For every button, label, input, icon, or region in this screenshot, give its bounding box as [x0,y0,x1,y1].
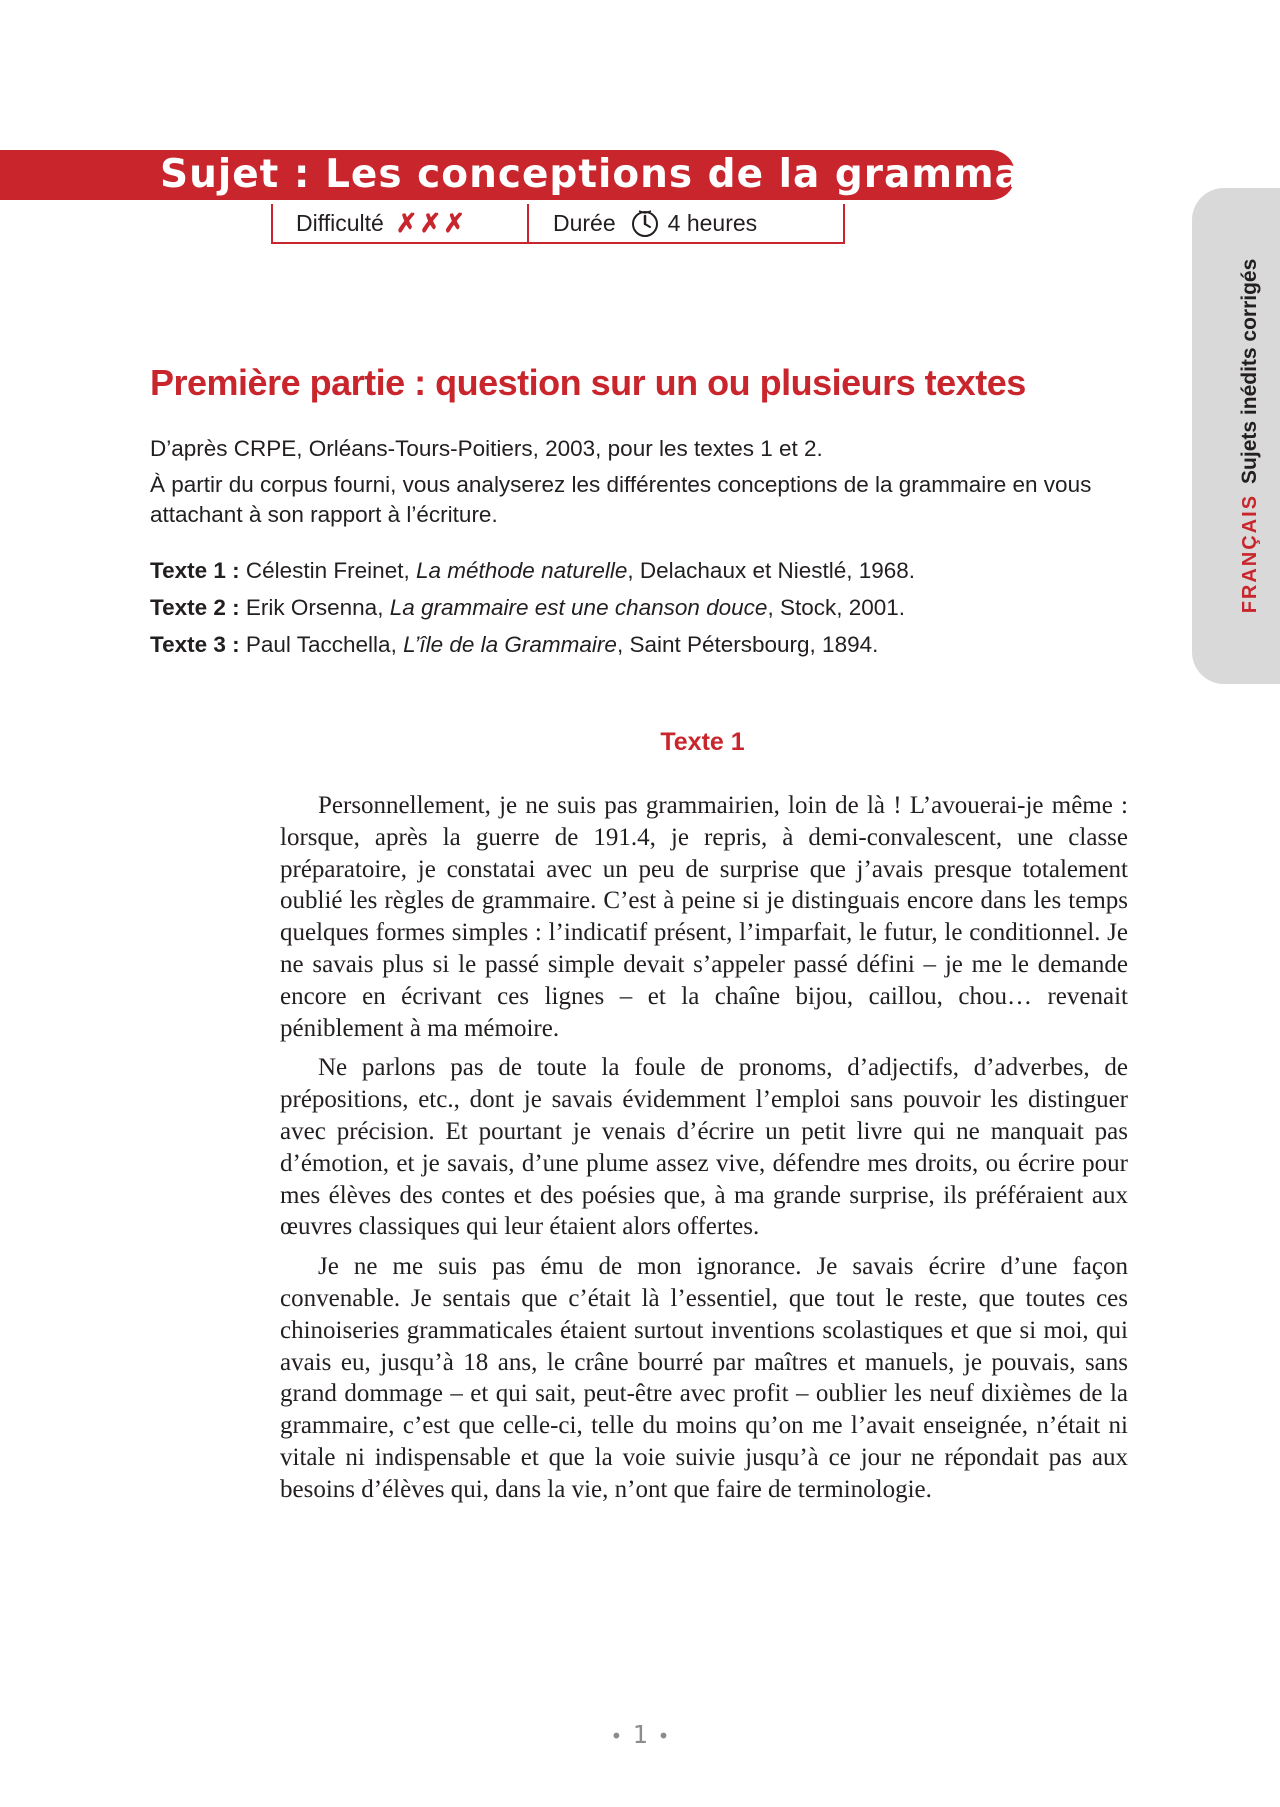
reference-texte-1 [150,552,1150,589]
side-tab [1192,188,1280,684]
passage-paragraph: Ne parlons pas de toute la foule de pronoms, d’adjectifs, d’adverbes, de prépositions, etc., dont je savais évidemment l’emploi sans pouvoir les distinguer avec précision. Et pourtant je venais d’écrire un petit livre qui ne manquait pas d’émotion, et je savais, d’une plume assez vive, défendre mes droits, ou écrire pour mes élèves des contes et des poésies que, à ma grande surprise, ils préféraient aux œuvres classiques qui leur étaient alors offertes. [280,1054,1128,1241]
side-tab-text [1238,259,1262,614]
reference-work: L’île de la Grammaire [403,632,617,657]
source-line: D’après CRPE, Orléans-Tours-Poitiers, 2003, pour les textes 1 et 2. [150,436,823,461]
dot-icon: • [657,1724,670,1748]
reference-label: Texte 1 : [150,558,240,583]
side-tab-subject: FRANÇAIS [1239,493,1261,614]
reference-texte-3 [150,626,1150,663]
dot-icon: • [610,1724,623,1748]
instruction: À partir du corpus fourni, vous analyserez les différentes conceptions de la grammaire en vous attachant à son rapport à l’écriture. [150,472,1092,527]
page-number-value: 1 [632,1720,648,1749]
side-tab-collection: Sujets inédits corrigés [1238,258,1261,484]
section-title: Première partie : question sur un ou plusieurs textes [150,362,1026,403]
page-number [0,1720,1280,1749]
reference-details: , Saint Pétersbourg, 1894. [616,632,879,657]
passage-paragraph: Personnellement, je ne suis pas grammairien, loin de là ! L’avouerai-je même : lorsque, après la guerre de 191.4, je repris, à demi-convalescent, une classe préparatoire, je constatai avec un peu de surprise que j’avais presque totalement oublié les règles de grammaire. C’est à peine si je distinguais encore dans les temps quelques formes simples : l’indicatif présent, l’imparfait, le futur, le conditionnel. Je ne savais plus si le passé simple devait s’appeler passé défini – je me le demande encore en écrivant ces lignes – et la chaîne bijou, caillou, chou… revenait péniblement à ma mémoire. [280,792,1128,1042]
reference-author: Célestin Freinet, [245,558,410,583]
difficulty-label: Difficulté [296,209,384,236]
reference-texte-2 [150,589,1150,626]
passage [280,790,1128,1514]
reference-details: , Stock, 2001. [767,595,906,620]
reference-work: La grammaire est une chanson douce [389,595,768,620]
passage-heading: Texte 1 [660,728,745,756]
reference-author: Paul Tacchella, [245,632,397,657]
reference-work: La méthode naturelle [415,558,628,583]
meta-box [271,204,845,244]
passage-paragraph: Je ne me suis pas ému de mon ignorance. Je savais écrire d’une façon convenable. Je sentais que c’était là l’essentiel, que tout le reste, que toutes ces chinoiseries grammaticales étaient surtout inventions scolastiques et que si moi, qui avais eu, jusqu’à 18 ans, le crâne bourré par maîtres et manuels, je pouvais, sans grand dommage – et qui sait, peut-être avec profit – oublier les neuf dixièmes de la grammaire, c’est que celle-ci, telle du moins qu’on me l’avait enseignée, n’était ni vitale ni indispensable et que la voie suivie jusqu’à ce jour ne répondait pas aux besoins d’élèves qui, dans la vie, n’ont que faire de terminologie. [280,1253,1128,1503]
duration-label: Durée [553,209,616,236]
page-title: Sujet : Les conceptions de la grammaire [160,152,1085,197]
reference-details: , Delachaux et Niestlé, 1968. [627,558,916,583]
difficulty-marks: ✗✗✗ [395,207,468,238]
clock-icon [630,208,660,238]
difficulty-cell [273,204,529,242]
reference-author: Erik Orsenna, [245,595,384,620]
reference-label: Texte 2 : [150,595,240,620]
duration-cell [529,204,757,242]
reference-label: Texte 3 : [150,632,240,657]
references [150,552,1150,663]
duration-value: 4 heures [667,209,758,236]
intro [150,434,1150,536]
